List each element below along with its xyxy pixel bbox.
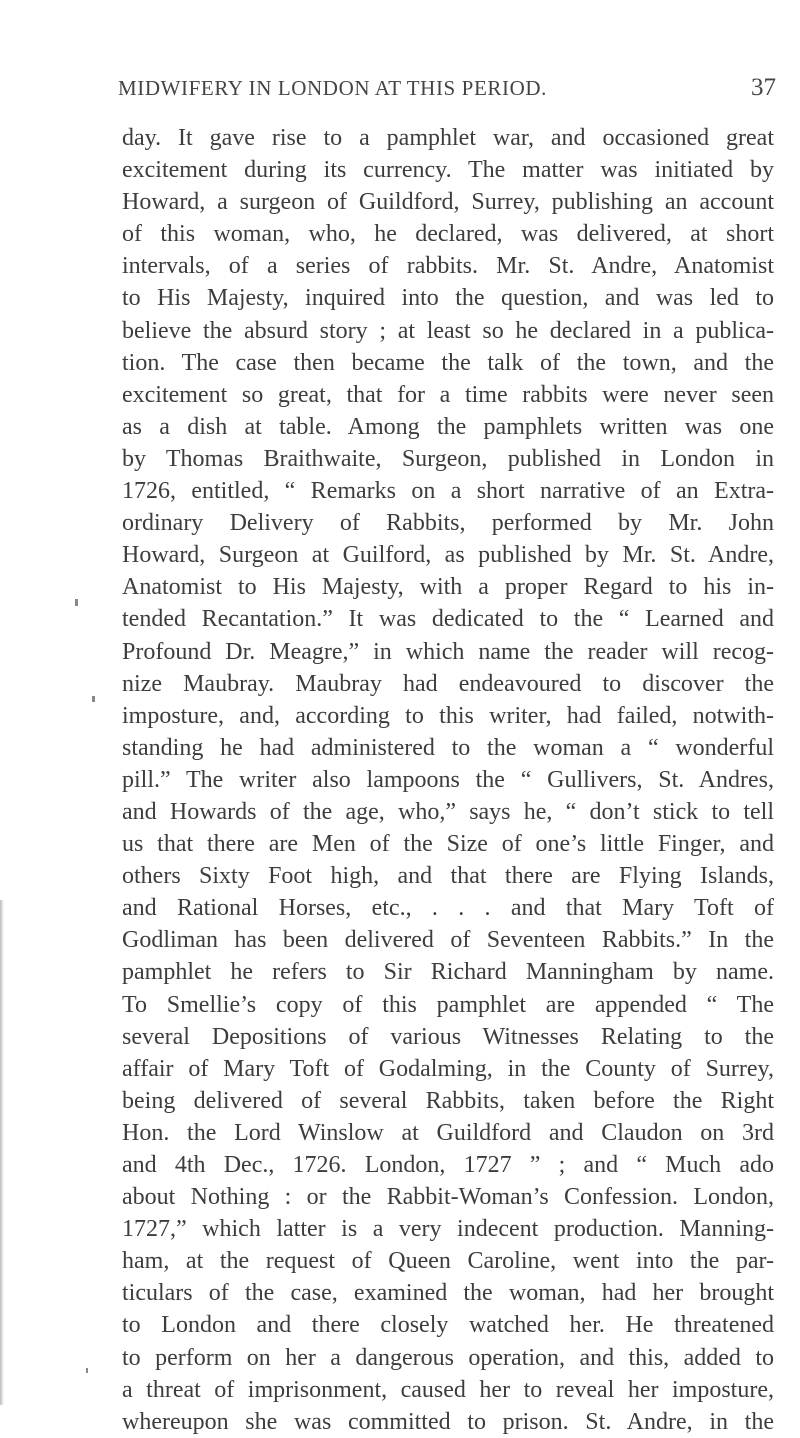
page-header <box>118 76 778 106</box>
text-line: affair of Mary Toft of Godalming, in the County of Surrey, <box>122 1055 774 1082</box>
text-line: to His Majesty, inquired into the question, and was led to <box>122 285 774 312</box>
page-number: 37 <box>751 74 776 101</box>
text-line: pill.” The writer also lampoons the “ Gullivers, St. Andres, <box>122 766 774 793</box>
text-line: whereupon she was committed to prison. St. Andre, in the <box>122 1408 774 1435</box>
text-line: Howard, a surgeon of Guildford, Surrey, publishing an account <box>122 189 774 216</box>
text-line: and 4th Dec., 1726. London, 1727 ” ; and “ Much ado <box>122 1152 774 1178</box>
text-line: pamphlet he refers to Sir Richard Manningham by name. <box>122 959 774 986</box>
text-line: us that there are Men of the Size of one’s little Finger, and <box>122 831 774 858</box>
text-line: standing he had administered to the woman a “ wonderful <box>122 734 774 761</box>
text-line: to London and there closely watched her. He threatened <box>122 1312 774 1339</box>
text-line: Howard, Surgeon at Guilford, as published by Mr. St. Andre, <box>122 542 774 569</box>
text-line: of this woman, who, he declared, was delivered, at short <box>122 221 774 248</box>
text-line: To Smellie’s copy of this pamphlet are appended “ The <box>122 991 774 1018</box>
margin-speck <box>92 696 95 702</box>
text-line: ordinary Delivery of Rabbits, performed by Mr. John <box>122 510 774 537</box>
text-line: Godliman has been delivered of Seventeen Rabbits.” In the <box>122 927 774 954</box>
text-line: a threat of imprisonment, caused her to reveal her imposture, <box>122 1376 774 1403</box>
page-gutter-shadow <box>0 900 4 1405</box>
text-line: tended Recantation.” It was dedicated to the “ Learned and <box>122 606 774 633</box>
margin-speck <box>75 599 78 606</box>
margin-speck <box>86 1368 88 1373</box>
text-line: being delivered of several Rabbits, taken before the Right <box>122 1087 774 1114</box>
text-line: Profound Dr. Meagre,” in which name the reader will recog- <box>122 638 774 665</box>
text-line: day. It gave rise to a pamphlet war, and occasioned great <box>122 125 774 151</box>
running-title: MIDWIFERY IN LONDON AT THIS PERIOD. <box>118 76 547 100</box>
text-line: tion. The case then became the talk of the town, and the <box>122 349 774 376</box>
text-line: Hon. the Lord Winslow at Guildford and Claudon on 3rd <box>122 1119 774 1146</box>
text-line: others Sixty Foot high, and that there are Flying Islands, <box>122 863 774 890</box>
text-line: by Thomas Braithwaite, Surgeon, published in London in <box>122 445 774 472</box>
text-line: ticulars of the case, examined the woman, had her brought <box>122 1280 774 1307</box>
text-line: ham, at the request of Queen Caroline, went into the par- <box>122 1248 774 1275</box>
text-line: about Nothing : or the Rabbit-Woman’s Confession. London, <box>122 1184 774 1211</box>
text-line: intervals, of a series of rabbits. Mr. St. Andre, Anatomist <box>122 253 774 280</box>
text-line: 1727,” which latter is a very indecent production. Manning- <box>122 1216 774 1243</box>
text-line: imposture, and, according to this writer, had failed, notwith- <box>122 702 774 729</box>
text-line: Anatomist to His Majesty, with a proper Regard to his in- <box>122 574 774 601</box>
text-line: believe the absurd story ; at least so he declared in a publica- <box>122 317 774 344</box>
text-line: excitement so great, that for a time rabbits were never seen <box>122 381 774 408</box>
body-text <box>122 122 774 1438</box>
text-line: and Howards of the age, who,” says he, “ don’t stick to tell <box>122 798 774 825</box>
text-line: several Depositions of various Witnesses Relating to the <box>122 1023 774 1050</box>
text-line: to perform on her a dangerous operation, and this, added to <box>122 1344 774 1371</box>
text-line: nize Maubray. Maubray had endeavoured to discover the <box>122 670 774 697</box>
text-line: excitement during its currency. The matter was initiated by <box>122 157 774 184</box>
text-line: as a dish at table. Among the pamphlets written was one <box>122 413 774 440</box>
text-line: 1726, entitled, “ Remarks on a short narrative of an Extra- <box>122 478 774 505</box>
text-line: and Rational Horses, etc., . . . and that Mary Toft of <box>122 895 774 922</box>
